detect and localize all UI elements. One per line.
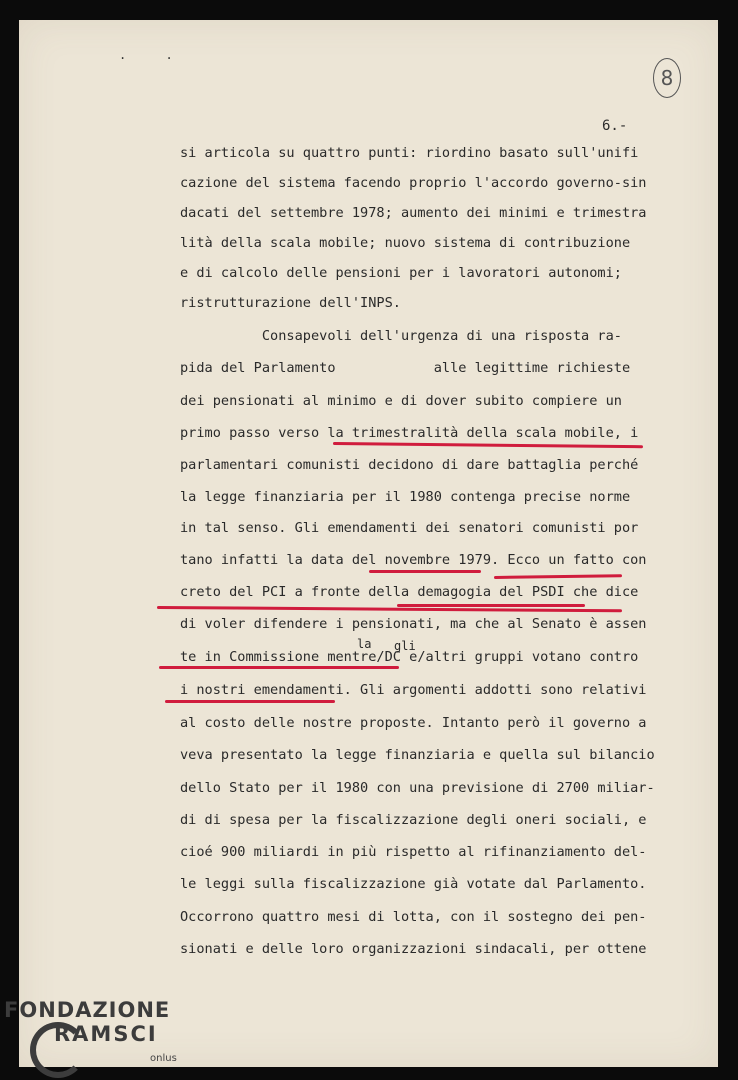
page-number: 6.- bbox=[602, 118, 628, 134]
text-line: i nostri emendamenti. Gli argomenti addotti sono relativi bbox=[180, 682, 647, 698]
logo-text-line1: FONDAZIONE bbox=[4, 998, 171, 1022]
logo-text-line2: RAMSCI bbox=[54, 1022, 158, 1046]
logo-text-line3: onlus bbox=[150, 1053, 177, 1064]
text-line: di di spesa per la fiscalizzazione degli oneri sociali, e bbox=[180, 812, 647, 828]
margin-dots: . . bbox=[119, 48, 189, 62]
text-line: parlamentari comunisti decidono di dare battaglia perché bbox=[180, 457, 639, 473]
text-line: primo passo verso la trimestralità della scala mobile, i bbox=[180, 425, 639, 441]
document-page bbox=[19, 20, 718, 1067]
text-line: pida del Parlamento alle legittime richieste bbox=[180, 360, 631, 376]
text-line: Consapevoli dell'urgenza di una risposta ra- bbox=[180, 328, 622, 344]
archive-logo bbox=[4, 998, 177, 1064]
text-line: di voler difendere i pensionati, ma che al Senato è assen bbox=[180, 616, 647, 632]
text-line: veva presentato la legge finanziaria e quella sul bilancio bbox=[180, 747, 655, 763]
text-line: le leggi sulla fiscalizzazione già votate dal Parlamento. bbox=[180, 876, 647, 892]
text-line: cazione del sistema facendo proprio l'accordo governo-sin bbox=[180, 175, 647, 191]
red-underline bbox=[369, 570, 481, 573]
text-line: al costo delle nostre proposte. Intanto però il governo a bbox=[180, 715, 647, 731]
text-line: dacati del settembre 1978; aumento dei minimi e trimestra bbox=[180, 205, 647, 221]
text-line: dei pensionati al minimo e di dover subito compiere un bbox=[180, 393, 622, 409]
folio-number-circled: 8 bbox=[653, 58, 681, 98]
red-underline bbox=[165, 700, 335, 703]
interlinear-insertion-la: la bbox=[357, 637, 372, 651]
text-line: sionati e delle loro organizzazioni sindacali, per ottene bbox=[180, 941, 647, 957]
text-line: te in Commissione mentre/DC e/altri gruppi votano contro bbox=[180, 649, 639, 665]
text-line: cioé 900 miliardi in più rispetto al rifinanziamento del- bbox=[180, 844, 647, 860]
text-line: si articola su quattro punti: riordino basato sull'unifi bbox=[180, 145, 639, 161]
text-line: ristrutturazione dell'INPS. bbox=[180, 295, 401, 311]
text-line: in tal senso. Gli emendamenti dei senatori comunisti por bbox=[180, 520, 639, 536]
text-line: tano infatti la data del novembre 1979. Ecco un fatto con bbox=[180, 552, 647, 568]
red-underline bbox=[157, 606, 622, 612]
interlinear-insertion-gli: gli bbox=[394, 639, 416, 653]
red-underline bbox=[159, 666, 399, 669]
text-line: creto del PCI a fronte della demagogia del PSDI che dice bbox=[180, 584, 639, 600]
red-underline bbox=[397, 604, 585, 607]
text-line: lità della scala mobile; nuovo sistema di contribuzione bbox=[180, 235, 631, 251]
red-underline bbox=[494, 574, 622, 578]
text-line: dello Stato per il 1980 con una previsione di 2700 miliar- bbox=[180, 780, 655, 796]
text-line: e di calcolo delle pensioni per i lavoratori autonomi; bbox=[180, 265, 622, 281]
text-line: la legge finanziaria per il 1980 contenga precise norme bbox=[180, 489, 631, 505]
text-line: Occorrono quattro mesi di lotta, con il sostegno dei pen- bbox=[180, 909, 647, 925]
